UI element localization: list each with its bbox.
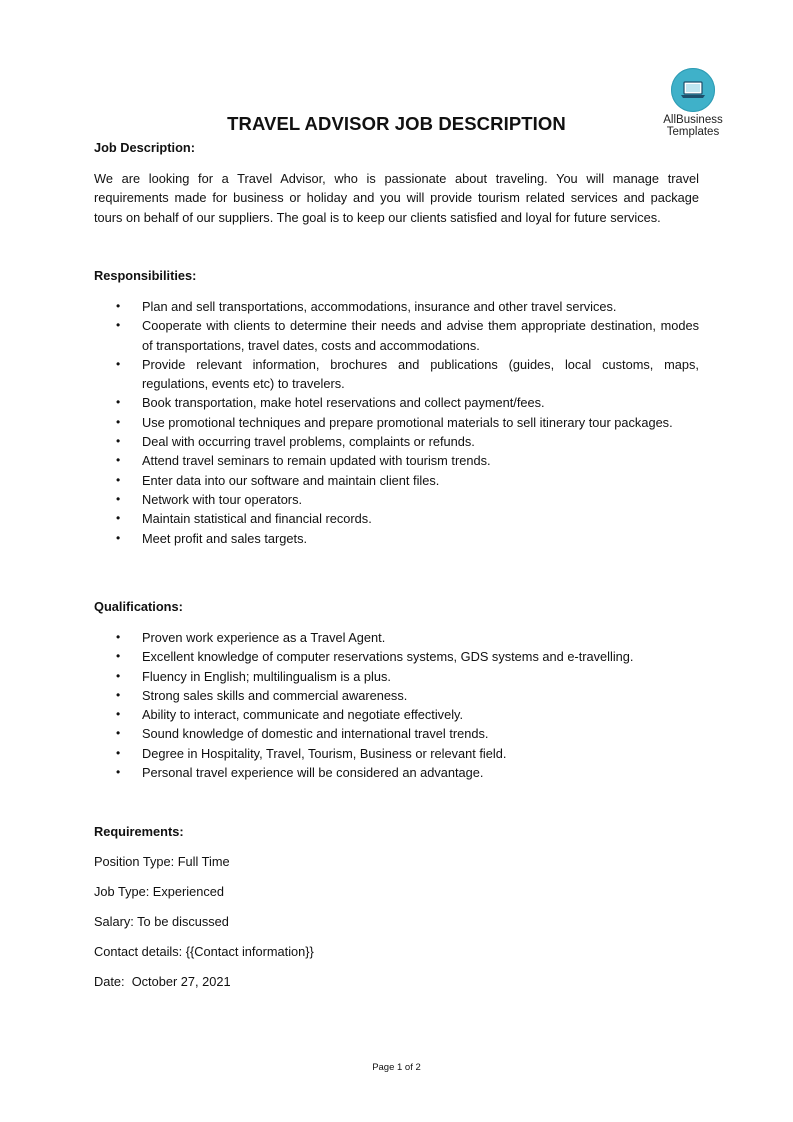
list-item: • Use promotional techniques and prepare promotional materials to sell itinerary tour packages. [94,413,699,432]
bullet-icon: • [116,668,121,683]
contact-details: Contact details: {{Contact information}} [94,944,314,959]
list-item: • Network with tour operators. [94,490,699,509]
requirements-heading: Requirements: [94,824,184,839]
list-item: • Deal with occurring travel problems, complaints or refunds. [94,432,699,451]
bullet-icon: • [116,453,121,468]
logo-line-2: Templates [666,126,720,138]
list-item: • Personal travel experience will be considered an advantage. [94,763,699,782]
bullet-icon: • [116,491,121,506]
list-item: • Enter data into our software and maintain client files. [94,471,699,490]
logo-line-1: AllBusiness [663,114,723,126]
bullet-icon: • [116,530,121,545]
bullet-icon: • [116,395,121,410]
list-item: • Proven work experience as a Travel Agent. [94,628,699,647]
bullet-icon: • [116,687,121,702]
list-item: • Ability to interact, communicate and negotiate effectively. [94,705,699,724]
list-item: • Cooperate with clients to determine their needs and advise them appropriate destination, modes of transportations, travel dates, costs and accommodations. [116,318,699,353]
bullet-icon: • [116,318,121,333]
list-item: • Strong sales skills and commercial awareness. [94,686,699,705]
date: Date: October 27, 2021 [94,974,231,989]
qualifications-list-wrap [94,628,699,782]
bullet-icon: • [116,472,121,487]
list-item: • Maintain statistical and financial records. [94,509,699,528]
logo-circle [671,68,715,112]
job-type: Job Type: Experienced [94,884,224,899]
bullet-icon: • [116,299,121,313]
bullet-icon: • [116,434,121,449]
bullet-icon: • [116,414,121,429]
bullet-icon: • [116,511,121,526]
responsibilities-heading: Responsibilities: [94,268,197,283]
bullet-icon: • [116,707,121,722]
page-title: TRAVEL ADVISOR JOB DESCRIPTION [227,113,566,134]
responsibilities-list-wrap [94,297,699,548]
list-item: • Provide relevant information, brochures and publications (guides, local customs, maps, regulations, events etc) to travelers. [116,356,699,392]
bullet-icon: • [116,649,121,664]
page-number: Page 1 of 2 [372,1062,421,1073]
list-item: • Fluency in English; multilingualism is a plus. [94,667,699,686]
list-item: • Attend travel seminars to remain updated with tourism trends. [94,451,699,470]
list-item: • Book transportation, make hotel reservations and collect payment/fees. [94,393,699,412]
bullet-icon: • [116,356,121,371]
salary: Salary: To be discussed [94,914,229,929]
qualifications-list [94,628,699,782]
bullet-icon: • [116,630,121,644]
job-description-heading: Job Description: [94,140,195,155]
qualifications-heading: Qualifications: [94,599,183,614]
list-item: • Plan and sell transportations, accommodations, insurance and other travel services. [94,297,699,316]
list-item: • Excellent knowledge of computer reservations systems, GDS systems and e-travelling. [94,647,699,666]
laptop-icon [671,68,715,112]
bullet-icon: • [116,726,121,741]
bullet-icon: • [116,745,121,760]
list-item: • Meet profit and sales targets. [94,529,699,548]
list-item: • Sound knowledge of domestic and international travel trends. [94,724,699,743]
list-item: • Degree in Hospitality, Travel, Tourism, Business or relevant field. [94,744,699,763]
job-description-text: We are looking for a Travel Advisor, who is passionate about traveling. You will manage travel requirements made for business or holiday and you will provide tourism related services and package tours on behalf of our suppliers. The goal is to keep our clients satisfied and loyal for future services. [94,171,699,225]
responsibilities-list [94,297,699,548]
bullet-icon: • [116,765,121,780]
position-type: Position Type: Full Time [94,854,230,869]
